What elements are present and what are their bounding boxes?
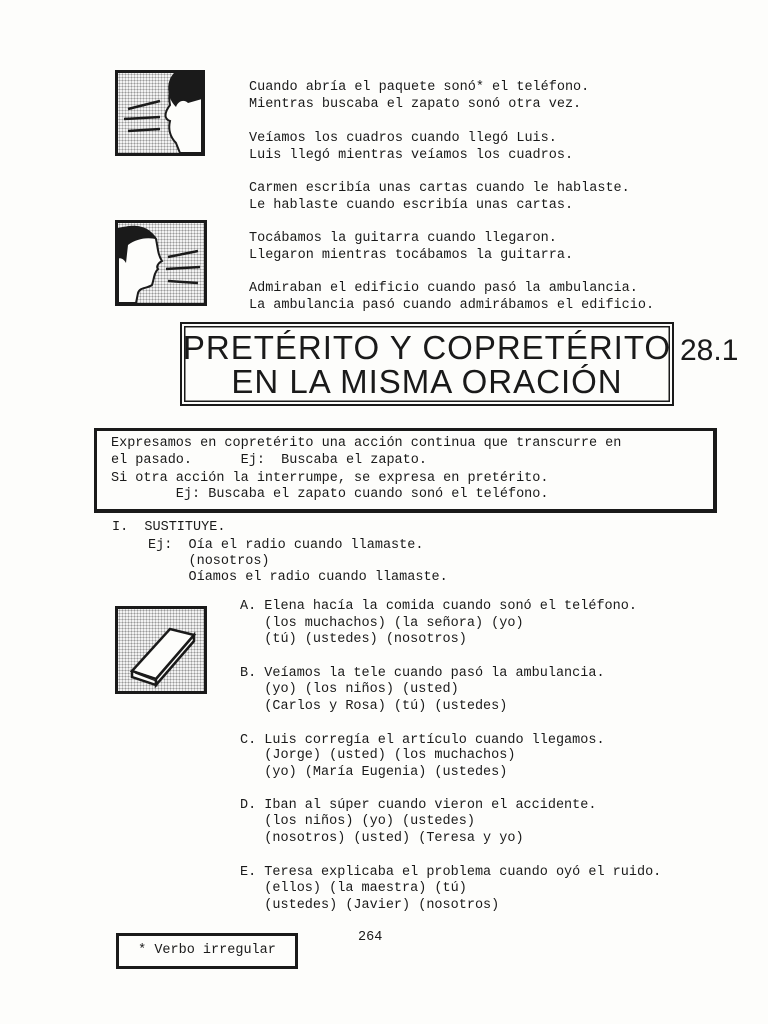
exercise-item-options: (Carlos y Rosa) (tú) (ustedes) <box>240 699 508 714</box>
section-title-line2: EN LA MISMA ORACIÓN <box>231 363 623 400</box>
page-number: 264 <box>358 930 383 945</box>
example-line: Cuando abría el paquete sonó* el teléfono. <box>249 80 590 95</box>
exercise-example-line: Ej: Oía el radio cuando llamaste. <box>148 538 424 553</box>
example-line: Tocábamos la guitarra cuando llegaron. <box>249 231 557 246</box>
exercise-item-options: (ustedes) (Javier) (nosotros) <box>240 898 500 913</box>
footnote-box: * Verbo irregular <box>116 933 298 969</box>
exercise-item: D. Iban al súper cuando vieron el accidente. <box>240 798 597 813</box>
exercise-item-options: (los niños) (yo) (ustedes) <box>240 814 475 829</box>
chapter-number: 28.1 <box>680 334 739 367</box>
example-line: Admiraban el edificio cuando pasó la ambulancia. <box>249 281 638 296</box>
example-line: La ambulancia pasó cuando admirábamos el edificio. <box>249 298 655 313</box>
rule-line: Expresamos en copretérito una acción continua que transcurre en <box>111 436 622 451</box>
exercise-item-options: (yo) (los niños) (usted) <box>240 682 459 697</box>
exercise-example-line: (nosotros) <box>148 554 270 569</box>
book-icon <box>118 609 204 691</box>
example-line: Veíamos los cuadros cuando llegó Luis. <box>249 131 557 146</box>
speaker-right-illustration <box>115 220 207 306</box>
exercise-item: B. Veíamos la tele cuando pasó la ambulancia. <box>240 666 605 681</box>
example-line: Llegaron mientras tocábamos la guitarra. <box>249 248 574 263</box>
exercise-item-options: (tú) (ustedes) (nosotros) <box>240 632 467 647</box>
grammar-rule-box <box>94 428 717 513</box>
rule-line: el pasado. Ej: Buscaba el zapato. <box>111 453 427 468</box>
section-title-line1: PRETÉRITO Y COPRETÉRITO <box>182 329 672 366</box>
exercise-item-options: (los muchachos) (la señora) (yo) <box>240 616 524 631</box>
speaking-face-icon <box>118 73 202 153</box>
exercise-item-options: (yo) (María Eugenia) (ustedes) <box>240 765 508 780</box>
exercise-item-options: (Jorge) (usted) (los muchachos) <box>240 748 516 763</box>
speaker-left-illustration <box>115 70 205 156</box>
example-line: Carmen escribía unas cartas cuando le hablaste. <box>249 181 630 196</box>
example-line: Luis llegó mientras veíamos los cuadros. <box>249 148 574 163</box>
exercise-item-options: (ellos) (la maestra) (tú) <box>240 881 467 896</box>
rule-line: Ej: Buscaba el zapato cuando sonó el teléfono. <box>111 487 549 502</box>
exercise-item: A. Elena hacía la comida cuando sonó el teléfono. <box>240 599 637 614</box>
example-line: Le hablaste cuando escribía unas cartas. <box>249 198 574 213</box>
exercise-example-line: Oíamos el radio cuando llamaste. <box>148 570 448 585</box>
exercise-heading: I. SUSTITUYE. <box>112 520 226 535</box>
exercise-item: C. Luis corregía el artículo cuando llegamos. <box>240 733 605 748</box>
speaking-face-icon <box>118 223 204 303</box>
rule-line: Si otra acción la interrumpe, se expresa en pretérito. <box>111 471 549 486</box>
exercise-item-options: (nosotros) (usted) (Teresa y yo) <box>240 831 524 846</box>
exercise-item: E. Teresa explicaba el problema cuando oyó el ruido. <box>240 865 662 880</box>
section-title-box <box>180 322 674 406</box>
book-illustration <box>115 606 207 694</box>
example-line: Mientras buscaba el zapato sonó otra vez. <box>249 97 582 112</box>
